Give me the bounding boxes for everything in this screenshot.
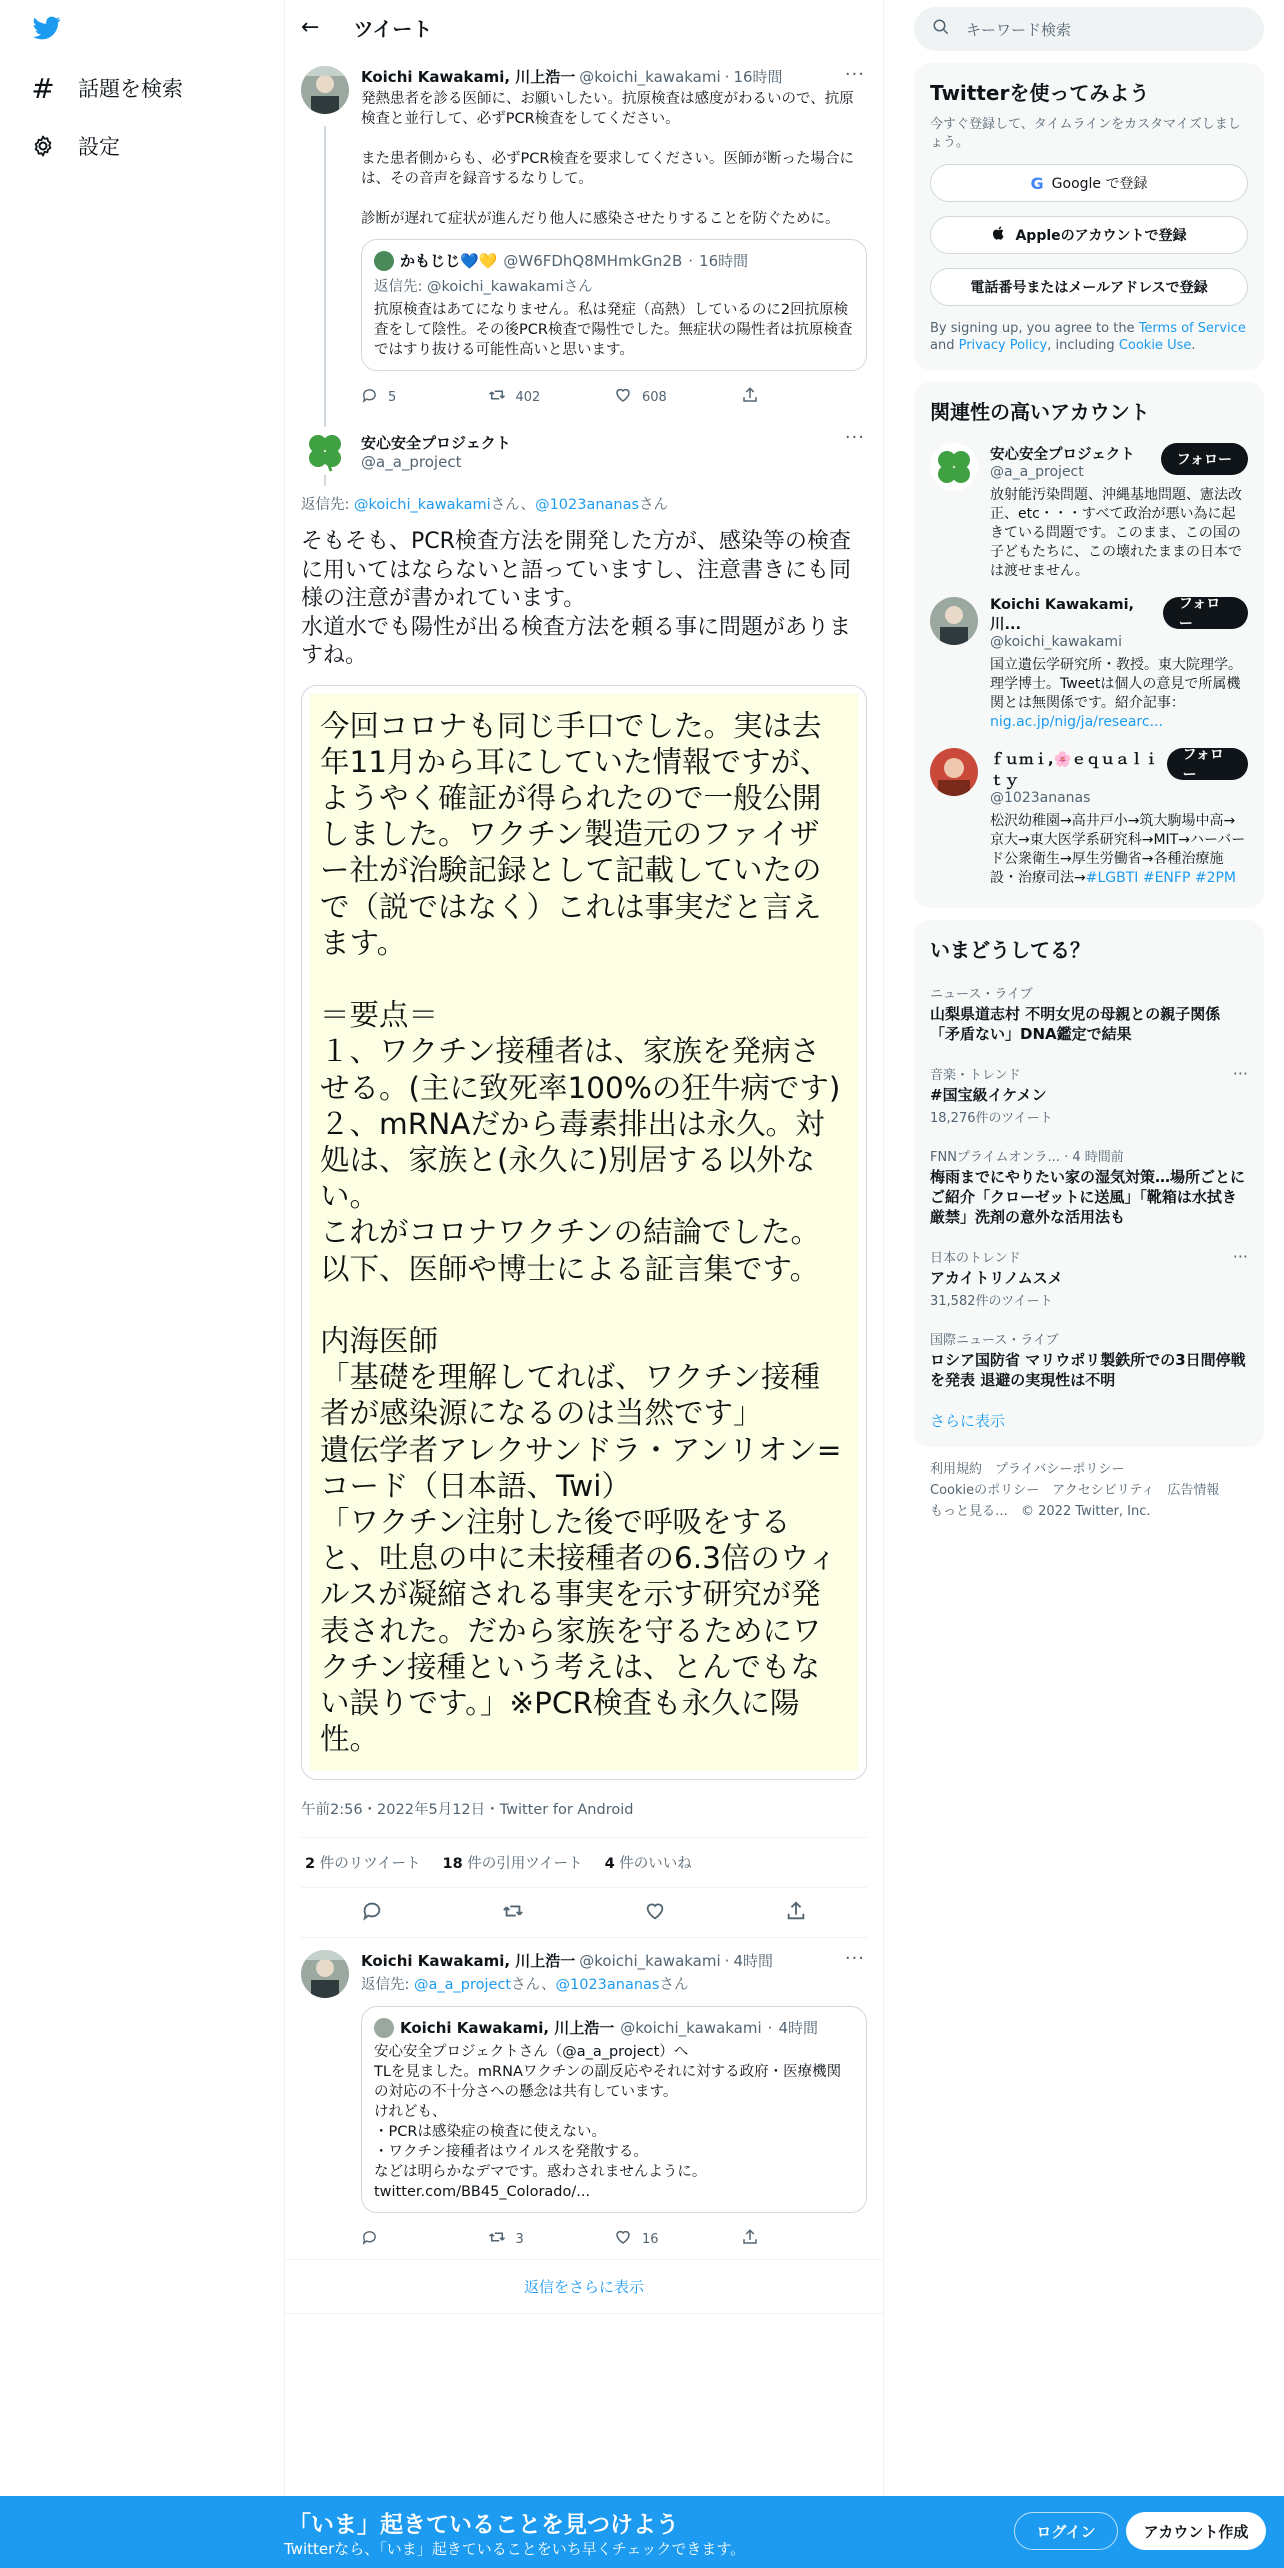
bio-hashtags[interactable]: #LGBTI #ENFP #2PM — [1085, 870, 1237, 886]
left-nav — [0, 0, 284, 2568]
avatar[interactable] — [301, 1950, 349, 1998]
nav-explore-label: 話題を検索 — [78, 77, 183, 101]
terms-part: , including — [1047, 338, 1119, 353]
account-handle: @koichi_kawakami — [990, 634, 1122, 650]
author-name[interactable]: Koichi Kawakami, 川上浩一 — [361, 1952, 576, 1971]
quote-author-name: かもじじ💙💛 — [400, 252, 498, 270]
quote-avatar — [374, 2018, 394, 2038]
signup-panel — [914, 63, 1264, 370]
reply-to-link[interactable]: @koichi_kawakami — [354, 497, 491, 513]
nav-explore[interactable] — [30, 68, 183, 108]
trend-category: 日本のトレンド — [930, 1251, 1021, 1266]
quote-author-handle: @W6FDhQ8MHmkGn2B — [503, 251, 683, 270]
login-button[interactable]: ログイン — [1014, 2512, 1118, 2550]
trend-category: FNNプライムオンラ... · 4 時間前 — [930, 1150, 1124, 1165]
trend-item[interactable] — [914, 973, 1264, 1054]
main-tweet-actions — [301, 1888, 867, 1938]
image-text: 今回コロナも同じ手口でした。実は去年11月から耳にしていた情報ですが、ようやく確証が得られたので一般公開しました。ワクチン製造元のファイザー社が治験記録として記載していたので（説ではなく）これは事実だと言えます。 ＝要点＝ １、ワクチン接種者は、家族を発病させる。(主に致死率100%の狂牛病です) ２、mRNAだから毒素排出は永久。対処は、家族と(永久に)別居する以外ない。 これがコロナワクチンの結論でした。以下、医師や博士による証言集です。 内海医師 「基礎を理解してれば、ワクチン接種者が感染源になるのは当然です」 遺伝学者アレクサンドラ・アンリオン=コード（日本語、Twi） 「ワクチン注射した後で呼吸をすると、吐息の中に未接種者の6.3倍のウィルスが凝縮される事実を示す研究が発表された。だから家族を守るためにワクチン接種という考えは、とんでもない誤りです。」※PCR検査も永久に陽性。 — [310, 694, 858, 1772]
bio-link[interactable]: nig.ac.jp/nig/ja/researc... — [990, 714, 1163, 730]
tweet-time[interactable]: 4時間 — [733, 1952, 773, 1971]
trend-item[interactable] — [914, 1136, 1264, 1237]
share-icon — [741, 2228, 759, 2250]
back-arrow-icon[interactable]: ← — [301, 14, 320, 40]
more-icon[interactable]: ··· — [844, 427, 865, 448]
show-more-trends-link[interactable]: さらに表示 — [930, 1412, 1006, 1430]
retweet-count: 402 — [515, 389, 541, 405]
terms-part: . — [1191, 338, 1196, 353]
reply-to — [361, 1973, 867, 1994]
tweet-meta[interactable]: 午前2:56・2022年5月12日・Twitter for Android — [301, 1780, 867, 1838]
signup-button[interactable]: アカウント作成 — [1126, 2512, 1266, 2550]
follow-button[interactable]: フォロー — [1161, 443, 1248, 475]
stat-label: 件の引用ツイート — [462, 1856, 583, 1873]
share-button[interactable] — [785, 1900, 807, 1926]
retweet-count: 3 — [515, 2231, 524, 2247]
tweet-image[interactable] — [301, 685, 867, 1781]
author-name[interactable]: Koichi Kawakami, 川上浩一 — [361, 68, 576, 86]
trend-category: 国際ニュース・ライブ — [930, 1333, 1059, 1348]
gear-icon — [30, 133, 56, 159]
reply-prefix: 返信先: — [374, 279, 427, 295]
more-icon[interactable]: ··· — [844, 1948, 865, 1970]
terms-text — [914, 320, 1264, 362]
like-button[interactable] — [644, 1900, 666, 1926]
trend-item[interactable] — [914, 1054, 1264, 1136]
cookie-link[interactable]: Cookie Use — [1118, 338, 1192, 353]
reply-tweet[interactable]: ··· Koichi Kawakami, 川上浩一 @koichi_kawakami · 4時間 返信先: @a_a_projectさん、@1023ananasさん Koichi Kawakami, 川上浩一 @koichi_kawakami · 4時間 安心安全プロジェクトさん（@a_a_project）へ TLを見ました。mRNAワクチンの副反応やそれに対する政府・医療機関の対応の不十分さへの懸念は共有しています。 けれども、 ・PCRは感染症の検査に使えない。 ・ワクチン接種者はウイルスを発散する。 などは明らかなデマです。惑わされませんように。 twitter.com/BB45_Colorado/... 3 16 — [285, 1938, 883, 2260]
page-header — [285, 0, 883, 54]
reply-count: 5 — [388, 389, 397, 405]
account-handle: @a_a_project — [990, 464, 1084, 480]
apple-signup-button[interactable] — [930, 216, 1248, 254]
quoted-tweet[interactable]: Koichi Kawakami, 川上浩一 @koichi_kawakami · 4時間 安心安全プロジェクトさん（@a_a_project）へ TLを見ました。mRNAワクチンの副反応やそれに対する政府・医療機関の対応の不十分さへの懸念は共有しています。 けれども、 ・PCRは感染症の検査に使えない。 ・ワクチン接種者はウイルスを発散する。 などは明らかなデマです。惑わされませんように。 twitter.com/BB45_Colorado/... — [361, 2006, 867, 2213]
account-item[interactable] — [914, 589, 1264, 740]
author-handle[interactable]: @koichi_kawakami — [579, 1951, 721, 1970]
follow-button[interactable]: フォロー — [1163, 597, 1248, 629]
tweet-actions — [361, 2219, 867, 2259]
author-handle[interactable]: @a_a_project — [361, 452, 462, 471]
footer-line[interactable]: もっと見る… © 2022 Twitter, Inc. — [930, 1504, 1151, 1519]
retweet-button[interactable] — [502, 1900, 524, 1926]
bottom-bar-subtitle: Twitterなら、「いま」起きていることをいち早くチェックできます。 — [284, 2540, 746, 2558]
apple-signup-label: Appleのアカウントで登録 — [1015, 228, 1187, 244]
stat-label: 件のいいね — [614, 1856, 692, 1873]
avatar — [930, 748, 978, 796]
google-signup-label: Google で登録 — [1051, 176, 1148, 192]
terms-part: and — [930, 338, 959, 353]
like-count: 608 — [642, 389, 667, 405]
reply-to-handle: @koichi_kawakami — [427, 279, 564, 295]
trend-count: 18,276件のツイート — [930, 1111, 1053, 1126]
reply-separator: さん、 — [511, 1977, 556, 1994]
trend-text: #国宝級イケメン — [930, 1086, 1047, 1104]
account-name: ｆｕｍｉ,🌸ｅｑｕａｌｉｔｙ — [990, 752, 1159, 789]
quote-author-name: Koichi Kawakami, 川上浩一 — [400, 2019, 615, 2038]
trends-panel — [914, 920, 1264, 1447]
main-tweet — [285, 417, 883, 1938]
bottom-signup-bar — [0, 2496, 1284, 2568]
trend-count: 31,582件のツイート — [930, 1294, 1053, 1309]
tweet-text: そもそも、PCR検査方法を開発した方が、感染等の検査に用いてはならないと語っていますし、注意書きにも同様の注意が書かれています。 水道水でも陽性が出る検査方法を頼る事に問題がありますね。 — [301, 529, 852, 668]
footer-line[interactable]: 利用規約 プライバシーポリシー — [930, 1462, 1125, 1477]
terms-part: By signing up, you agree to the — [930, 321, 1139, 336]
stat-count: 4 — [604, 1856, 615, 1873]
reply-icon — [361, 2229, 378, 2250]
share-button[interactable] — [741, 2228, 868, 2250]
reply-to — [301, 493, 867, 514]
account-bio: 放射能汚染問題、沖縄基地問題、憲法改正、etc・・・すべて政治が悪い為に起きている問題です。このまま、この国の子どもたちに、この壊れたままの日本では渡せません。 — [990, 487, 1242, 579]
share-icon — [785, 1900, 807, 1922]
account-item[interactable] — [914, 435, 1264, 589]
footer-line[interactable]: Cookieのポリシー アクセシビリティ 広告情報 — [930, 1483, 1220, 1498]
phone-signup-label: 電話番号またはメールアドレスで登録 — [970, 280, 1208, 296]
reply-suffix: さん — [659, 1977, 689, 1994]
account-name: Koichi Kawakami, 川... — [990, 597, 1135, 633]
retweet-stat[interactable] — [305, 1852, 420, 1873]
quote-text: 抗原検査はあてになりません。私は発症（高熱）しているのに2回抗原検査をして陰性。その後PCR検査で陽性でした。無症状の陽性者は抗原検査ではすり抜ける可能性高いと思います。 — [374, 302, 853, 358]
author-name[interactable]: 安心安全プロジェクト — [361, 433, 511, 452]
trend-item[interactable] — [914, 1237, 1264, 1319]
retweet-icon — [488, 386, 506, 408]
stat-count: 2 — [305, 1856, 316, 1873]
bio-text: 松沢幼稚園→高井戸小→筑大駒場中高→京大→東大医学系研究科→MIT→ハーバード公衆衛生→厚生労働省→各種治療施設・治療司法→ — [990, 813, 1246, 886]
trend-item[interactable] — [914, 1319, 1264, 1400]
quote-author-handle: @koichi_kawakami — [620, 2018, 762, 2037]
search-box[interactable] — [914, 7, 1264, 51]
quote-avatar — [374, 251, 394, 271]
stat-count: 18 — [442, 1856, 463, 1873]
account-handle: @1023ananas — [990, 790, 1091, 806]
account-name: 安心安全プロジェクト — [990, 447, 1135, 463]
nav-settings[interactable] — [30, 126, 120, 166]
twitter-bird-icon[interactable] — [30, 14, 64, 42]
reply-button[interactable] — [361, 387, 488, 408]
like-button[interactable] — [614, 2228, 741, 2250]
trend-text: アカイトリノムスメ — [930, 1269, 1063, 1287]
heart-icon — [614, 386, 632, 408]
quote-reply-to — [374, 275, 854, 296]
retweet-button[interactable] — [488, 386, 615, 408]
reply-to-link[interactable]: @a_a_project — [414, 1977, 512, 1994]
retweet-icon — [502, 1900, 524, 1922]
reply-to-link[interactable]: @1023ananas — [535, 497, 640, 513]
tweet-stats — [301, 1838, 867, 1888]
right-sidebar — [914, 0, 1264, 1534]
reply-suffix: さん — [639, 497, 669, 513]
stat-label: 件のリツイート — [315, 1856, 421, 1873]
reply-suffix: さん — [563, 279, 593, 295]
trend-text: 梅雨までにやりたい家の湿気対策…場所ごとにご紹介「クローゼットに送風」「靴箱は水拭き厳禁」洗剤の意外な活用法も — [930, 1168, 1246, 1226]
related-title: 関連性の高いアカウント — [930, 400, 1150, 424]
reply-button[interactable] — [361, 2229, 488, 2250]
terms-link[interactable]: Terms of Service — [1138, 321, 1246, 336]
account-bio — [990, 812, 1248, 888]
retweet-button[interactable] — [488, 2228, 615, 2250]
footer-links — [914, 1447, 1264, 1534]
trends-title: いまどうしてる？ — [930, 938, 1090, 962]
heart-icon — [614, 2228, 632, 2250]
tweet-text: 発熱患者を診る医師に、お願いしたい。抗原検査は感度がわるいので、抗原検査と並行して、必ずPCR検査をしてください。 また患者側からも、必ずPCR検査を要求してください。医師が断った場合には、その音声を録音するなりして。 診断が遅れて症状が進んだり他人に感染させたりすることを防ぐために。 — [361, 91, 854, 227]
signup-title: Twitterを使ってみよう — [930, 81, 1150, 105]
tweet-time[interactable]: 16時間 — [733, 68, 783, 86]
more-icon[interactable]: ··· — [1232, 1247, 1248, 1266]
avatar — [930, 443, 978, 491]
trend-text: ロシア国防省 マリウポリ製鉄所での3日間停戦を発表 退避の実現性は不明 — [930, 1351, 1246, 1389]
avatar[interactable] — [301, 427, 349, 475]
quote-time: 4時間 — [778, 2019, 818, 2038]
reply-icon — [361, 1900, 383, 1922]
more-icon[interactable]: ··· — [1232, 1064, 1248, 1083]
search-icon — [932, 18, 950, 40]
share-icon — [741, 386, 759, 408]
trend-category: 音楽・トレンド — [930, 1068, 1021, 1083]
parent-tweet[interactable]: ··· Koichi Kawakami, 川上浩一 @koichi_kawakami · 16時間 発熱患者を診る医師に、お願いしたい。抗原検査は感度がわるいので、抗原検査と並行して、必ずPCR検査をしてください。 また患者側からも、必ずPCR検査を要求してください。医師が断った場合には、その音声を録音するなりして。 診断が遅れて症状が進んだり他人に感染させたりすることを防ぐために。 かもじじ💙💛 @W6FDhQ8MHmkGn2B · 16時間 返信先: @koichi_kawakamiさん 抗原検査はあてになりません。私は発症（高熱）しているのに2回抗原検査をして陰性。その後PCR検査で陽性でした。無症状の陽性者は抗原検査ではすり抜ける可能性高いと思います。 5 402 608 — [285, 54, 883, 417]
author-handle[interactable]: @koichi_kawakami — [579, 67, 721, 86]
reply-prefix: 返信先: — [361, 1977, 414, 1994]
page-title: ツイート — [353, 16, 433, 41]
like-button[interactable] — [614, 386, 741, 408]
google-icon: G — [1030, 173, 1044, 193]
center-column — [284, 0, 884, 2568]
more-icon[interactable]: ··· — [844, 64, 865, 85]
quote-stat[interactable] — [442, 1852, 582, 1873]
avatar[interactable] — [301, 66, 349, 114]
account-bio — [990, 656, 1248, 732]
follow-button[interactable]: フォロー — [1167, 748, 1248, 780]
tweet-actions — [361, 377, 867, 417]
reply-icon — [361, 387, 378, 408]
phone-signup-button[interactable] — [930, 268, 1248, 306]
bottom-bar-title: 「いま」起きていることを見つけよう — [288, 2512, 679, 2538]
privacy-link[interactable]: Privacy Policy — [958, 338, 1048, 353]
quoted-tweet[interactable]: かもじじ💙💛 @W6FDhQ8MHmkGn2B · 16時間 返信先: @koichi_kawakamiさん 抗原検査はあてになりません。私は発症（高熱）しているのに2回抗原検査をして陰性。その後PCR検査で陽性でした。無症状の陽性者は抗原検査ではすり抜ける可能性高いと思います。 — [361, 239, 867, 371]
reply-button[interactable] — [361, 1900, 383, 1926]
signup-subtitle: 今すぐ登録して、タイムラインをカスタマイズしましょう。 — [930, 117, 1241, 150]
show-more-replies-link[interactable]: 返信をさらに表示 — [285, 2260, 883, 2314]
apple-icon — [991, 225, 1007, 245]
like-stat[interactable] — [605, 1852, 692, 1873]
reply-prefix: 返信先: — [301, 497, 354, 513]
trend-category: ニュース・ライブ — [930, 987, 1033, 1002]
like-count: 16 — [642, 2231, 659, 2247]
heart-icon — [644, 1900, 666, 1922]
quote-time: 16時間 — [699, 252, 749, 270]
quote-text: 安心安全プロジェクトさん（@a_a_project）へ TLを見ました。mRNAワクチンの副反応やそれに対する政府・医療機関の対応の不十分さへの懸念は共有しています。 けれども、 ・PCRは感染症の検査に使えない。 ・ワクチン接種者はウイルスを発散する。 などは明らかなデマです。惑わされませんように。 twitter.com/BB45_Colorado/... — [374, 2044, 842, 2201]
avatar — [930, 597, 978, 645]
share-button[interactable] — [741, 386, 868, 408]
hashtag-icon: # — [31, 71, 55, 105]
search-placeholder: キーワード検索 — [966, 20, 1072, 39]
retweet-icon — [488, 2228, 506, 2250]
account-item[interactable] — [914, 740, 1264, 896]
nav-settings-label: 設定 — [78, 135, 120, 159]
google-signup-button[interactable] — [930, 164, 1248, 202]
trend-text: 山梨県道志村 不明女児の母親との親子関係「矛盾ない」DNA鑑定で結果 — [930, 1005, 1221, 1043]
bio-text: 国立遺伝学研究所・教授。東大院理学。理学博士。Tweetは個人の意見で所属機関とは無関係です。紹介記事： — [990, 657, 1242, 711]
reply-to-link[interactable]: @1023ananas — [555, 1977, 660, 1994]
reply-separator: さん、 — [490, 497, 536, 513]
related-accounts-panel — [914, 382, 1264, 908]
